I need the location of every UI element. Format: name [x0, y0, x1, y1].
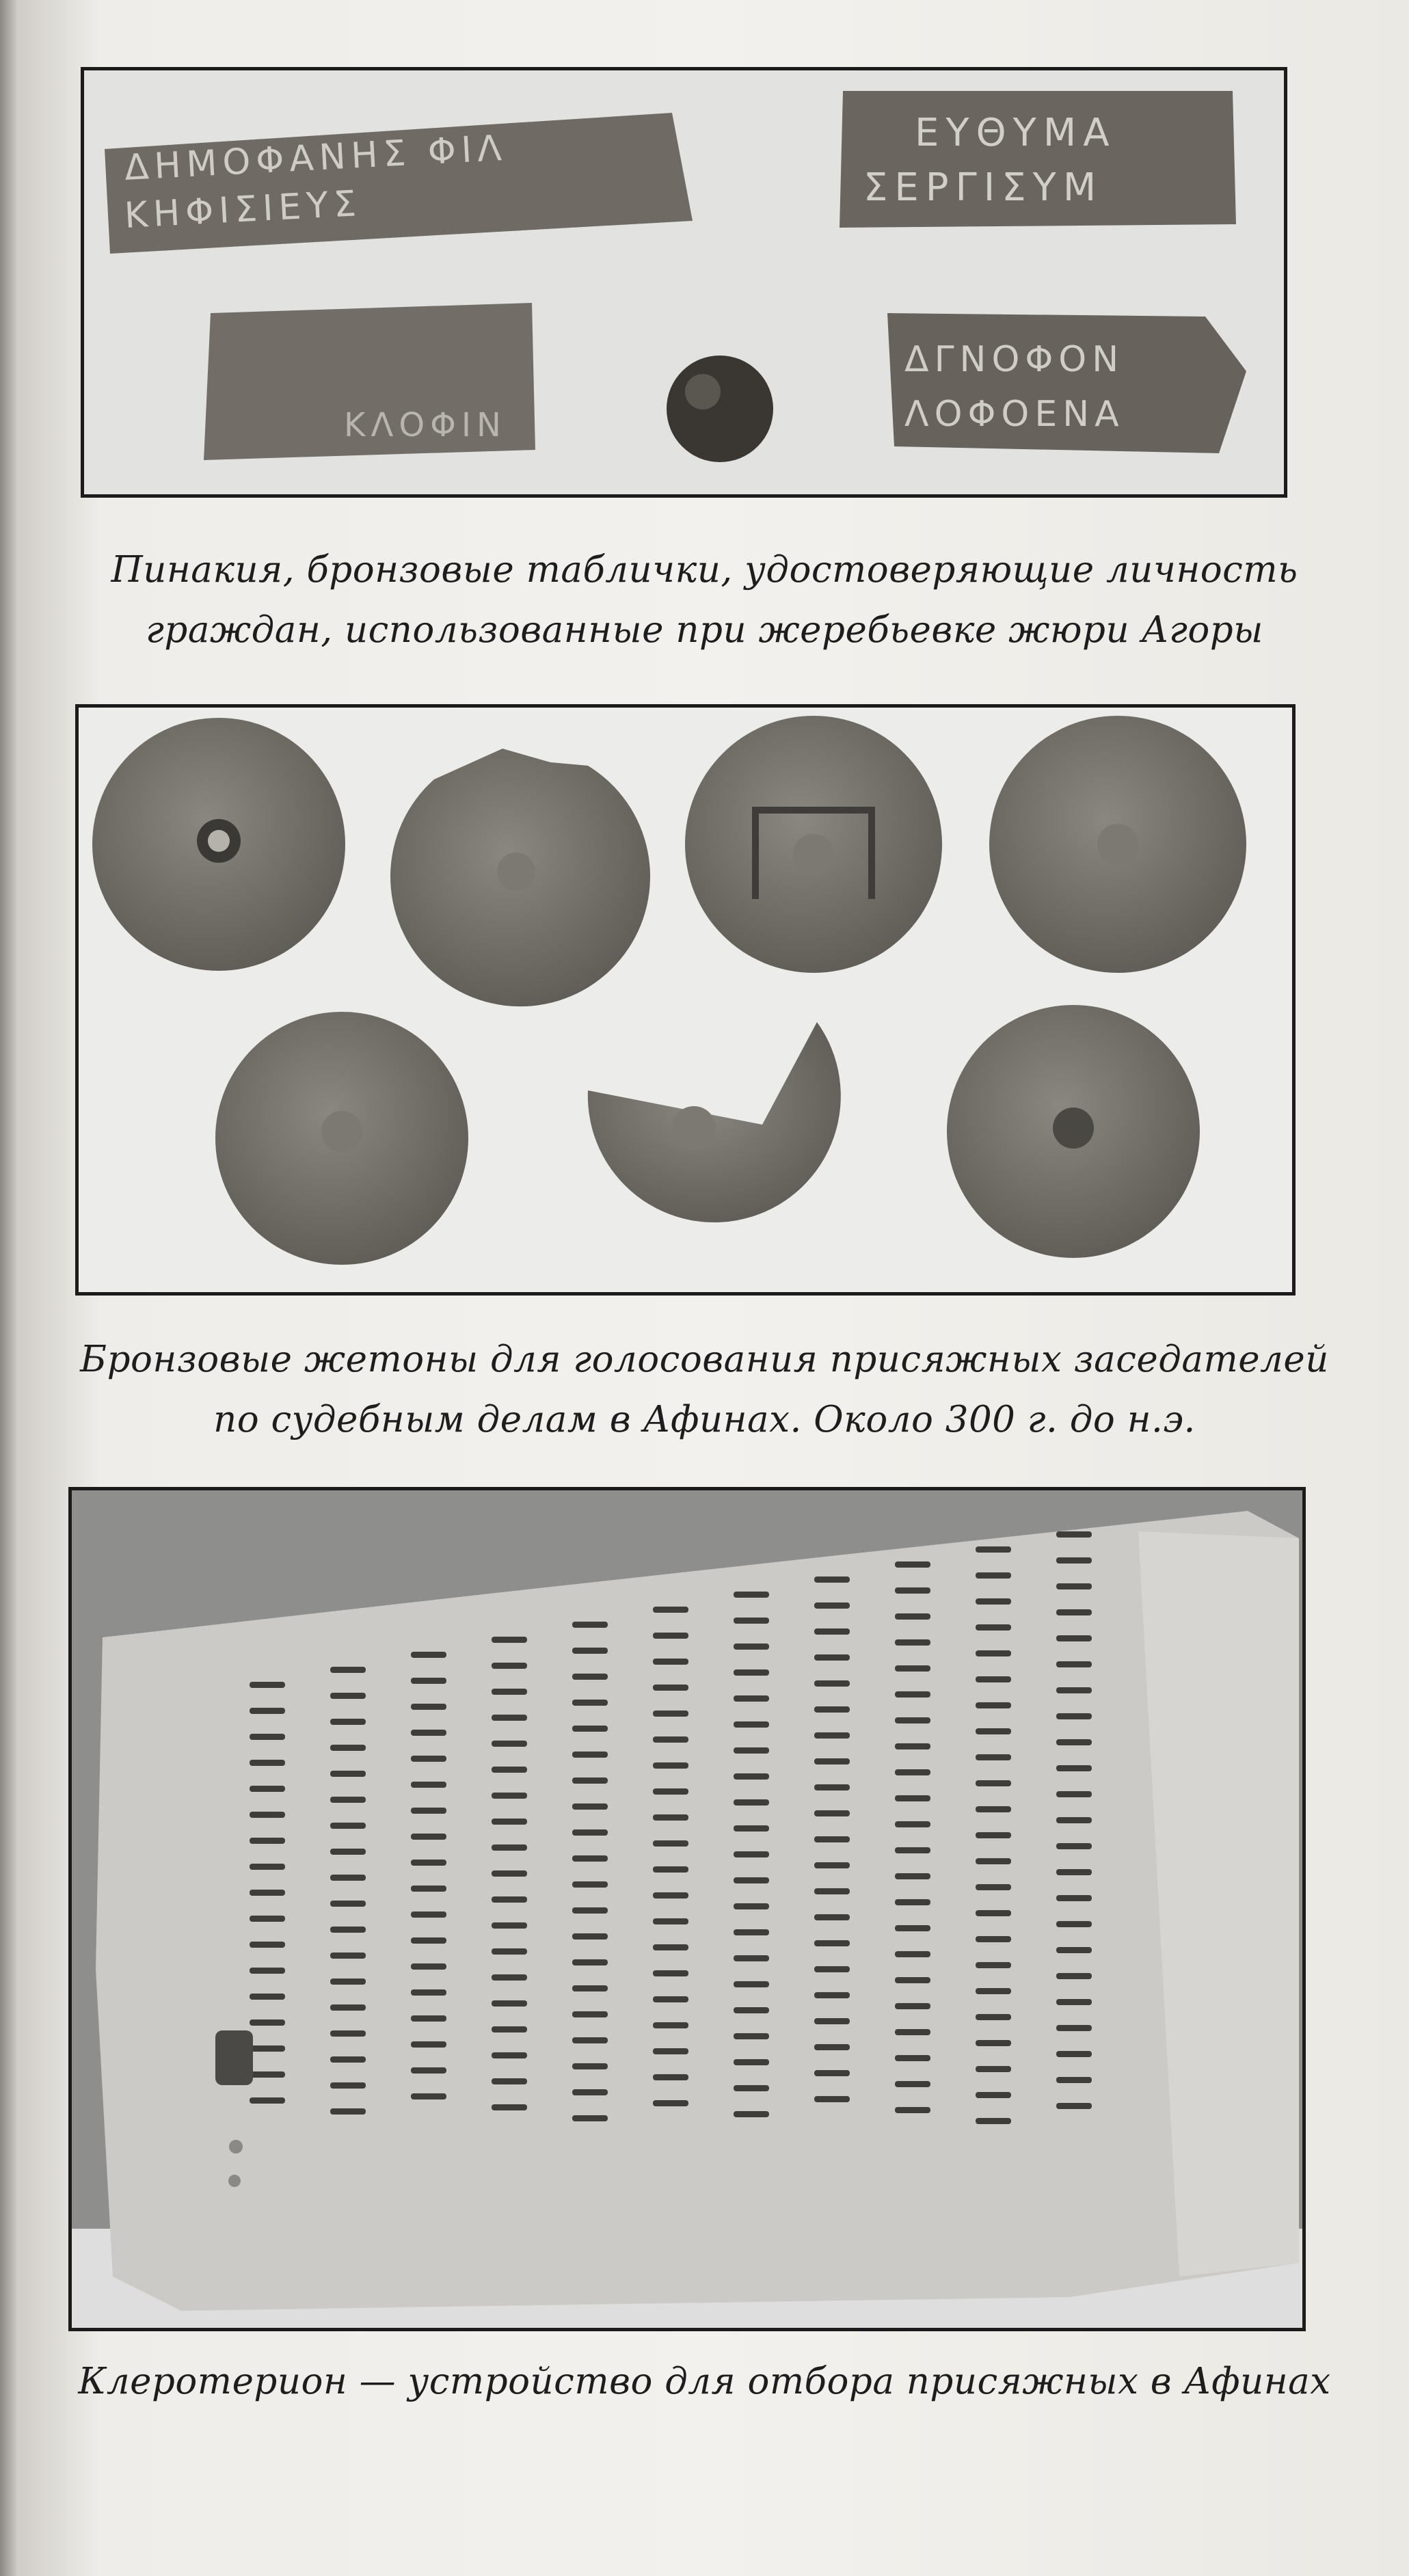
kleroterion-slot — [492, 1767, 527, 1773]
kleroterion-slot — [976, 1702, 1011, 1708]
kleroterion-slot — [1056, 1739, 1092, 1745]
kleroterion-slot — [411, 2067, 446, 2074]
figure-pinakia-photo — [81, 67, 1287, 498]
kleroterion-slot — [976, 1780, 1011, 1786]
kleroterion-slot — [572, 1985, 608, 1991]
tablet-inscription-1b: ΚΗΦΙΣΙΕΥΣ — [123, 183, 363, 237]
bronze-ball — [667, 355, 773, 462]
kleroterion-slot — [895, 2029, 930, 2035]
kleroterion-slot — [734, 1877, 769, 1883]
kleroterion-slot — [895, 1873, 930, 1879]
kleroterion-slot — [572, 2011, 608, 2017]
kleroterion-slot — [330, 1901, 366, 1907]
tablet-inscription-4b: ΛΟΦΟΕΝΑ — [904, 394, 1125, 435]
kleroterion-slot — [492, 1896, 527, 1903]
kleroterion-slot — [895, 2107, 930, 2113]
kleroterion-slot — [250, 1942, 285, 1948]
kleroterion-slot — [734, 1592, 769, 1598]
kleroterion-slot — [572, 1829, 608, 1836]
kleroterion-slot — [250, 1812, 285, 1818]
kleroterion-slot — [492, 2104, 527, 2110]
kleroterion-slot — [492, 1974, 527, 1981]
kleroterion-slot — [734, 1721, 769, 1728]
kleroterion-illustration — [72, 1490, 1302, 2328]
kleroterion-slot — [411, 1886, 446, 1892]
kleroterion-slot — [330, 1693, 366, 1699]
kleroterion-slot — [1056, 1947, 1092, 1953]
voting-tokens-illustration — [79, 708, 1292, 1292]
kleroterion-slot — [572, 1726, 608, 1732]
kleroterion-slot — [411, 2041, 446, 2048]
kleroterion-slot — [653, 1840, 688, 1847]
kleroterion-slot — [572, 2037, 608, 2043]
kleroterion-slot — [330, 2108, 366, 2115]
kleroterion-slot — [814, 2070, 850, 2076]
kleroterion-slot — [814, 1862, 850, 1868]
kleroterion-slot — [1056, 1817, 1092, 1823]
kleroterion-slot — [734, 1903, 769, 1909]
kleroterion-slot — [895, 1639, 930, 1646]
kleroterion-slot — [250, 1786, 285, 1792]
kleroterion-slot — [814, 1577, 850, 1583]
kleroterion-slot — [1056, 1843, 1092, 1849]
kleroterion-slot — [1056, 1531, 1092, 1538]
kleroterion-slot — [572, 1881, 608, 1888]
kleroterion-slot — [895, 1561, 930, 1568]
kleroterion-slot — [492, 2026, 527, 2032]
kleroterion-slot — [653, 2100, 688, 2106]
kleroterion-slot — [411, 1989, 446, 1996]
kleroterion-slot — [250, 1916, 285, 1922]
tablet-inscription-4a: ΔΓΝΟΦΟΝ — [904, 339, 1125, 380]
kleroterion-slot — [330, 2082, 366, 2089]
kleroterion-slot — [976, 1598, 1011, 1605]
figure-kleroterion-photo — [68, 1487, 1306, 2331]
kleroterion-slot — [653, 1762, 688, 1769]
kleroterion-slot — [492, 1637, 527, 1643]
kleroterion-slot — [653, 2022, 688, 2028]
kleroterion-slot — [653, 1918, 688, 1924]
kleroterion-slot — [572, 1907, 608, 1914]
kleroterion-slot — [895, 1899, 930, 1905]
kleroterion-slot — [330, 1875, 366, 1881]
kleroterion-slot — [330, 2056, 366, 2063]
kleroterion-slot — [1056, 1713, 1092, 1719]
kleroterion-slot — [330, 1823, 366, 1829]
kleroterion-slot — [895, 2081, 930, 2087]
kleroterion-slot — [330, 1667, 366, 1673]
kleroterion-slot — [411, 1756, 446, 1762]
kleroterion-slot — [653, 1710, 688, 1717]
kleroterion-slot — [572, 1777, 608, 1784]
kleroterion-slot — [492, 1819, 527, 1825]
kleroterion-slot — [492, 2052, 527, 2058]
kleroterion-slot — [572, 1933, 608, 1940]
kleroterion-slot — [895, 1691, 930, 1698]
kleroterion-slot — [734, 1955, 769, 1961]
kleroterion-slot — [814, 2018, 850, 2024]
kleroterion-slot — [653, 1736, 688, 1743]
kleroterion-slot — [572, 1803, 608, 1810]
kleroterion-slot — [653, 1633, 688, 1639]
kleroterion-slot — [330, 1953, 366, 1959]
kleroterion-slot — [814, 1914, 850, 1920]
kleroterion-slot — [411, 1963, 446, 1970]
caption-voting-tokens — [0, 1330, 1409, 1450]
kleroterion-slot — [814, 1966, 850, 1972]
kleroterion-slot — [492, 1870, 527, 1877]
kleroterion-slot — [572, 1674, 608, 1680]
kleroterion-slot — [895, 1743, 930, 1749]
kleroterion-slot — [734, 1643, 769, 1650]
kleroterion-slot — [330, 2004, 366, 2011]
kleroterion-slot — [734, 1851, 769, 1857]
kleroterion-slot — [411, 1937, 446, 1944]
kleroterion-slot — [976, 1806, 1011, 1812]
kleroterion-slot — [1056, 1921, 1092, 1927]
kleroterion-slot — [734, 1747, 769, 1754]
kleroterion-slot — [492, 2000, 527, 2007]
kleroterion-slot — [1056, 1687, 1092, 1693]
kleroterion-slot — [814, 1732, 850, 1739]
kleroterion-slot — [330, 2030, 366, 2037]
kleroterion-slot — [250, 1968, 285, 1974]
kleroterion-slot — [330, 1771, 366, 1777]
kleroterion-slot — [250, 2020, 285, 2026]
kleroterion-slot — [976, 1676, 1011, 1682]
kleroterion-slot — [895, 1613, 930, 1620]
kleroterion-slot — [250, 1890, 285, 1896]
kleroterion-slot — [895, 1847, 930, 1853]
kleroterion-slot — [976, 2092, 1011, 2098]
kleroterion-slot — [976, 2118, 1011, 2124]
kleroterion-slot — [572, 1855, 608, 1862]
kleroterion-slot — [976, 1624, 1011, 1631]
kleroterion-slot — [250, 2045, 285, 2052]
kleroterion-slot — [330, 1745, 366, 1751]
kleroterion-stone-slab — [96, 1511, 1299, 2311]
kleroterion-slot — [330, 1927, 366, 1933]
kleroterion-slot — [492, 1741, 527, 1747]
kleroterion-slot — [411, 1652, 446, 1658]
kleroterion-slot — [976, 1832, 1011, 1838]
kleroterion-slot — [895, 1925, 930, 1931]
tablet-inscription-2b: ΣΕΡΓΙΣΥΜ — [863, 165, 1103, 210]
kleroterion-slot — [976, 1988, 1011, 1994]
kleroterion-slot — [976, 1572, 1011, 1579]
kleroterion-slot — [653, 1685, 688, 1691]
kleroterion-slot — [976, 1546, 1011, 1553]
kleroterion-slot — [653, 1866, 688, 1873]
kleroterion-slot — [1056, 1791, 1092, 1797]
kleroterion-slot — [250, 2097, 285, 2104]
kleroterion-slot — [895, 2003, 930, 2009]
caption-pinakia-line-2: граждан, использованные при жеребьевке жюри Агоры — [146, 609, 1263, 651]
kleroterion-slot — [814, 2044, 850, 2050]
kleroterion-slot — [572, 2089, 608, 2095]
kleroterion-slot — [250, 1838, 285, 1844]
kleroterion-slot — [976, 1650, 1011, 1656]
kleroterion-slot — [976, 2066, 1011, 2072]
kleroterion-slot — [895, 1821, 930, 1827]
kleroterion-slot — [653, 1659, 688, 1665]
kleroterion-slot — [734, 2007, 769, 2013]
kleroterion-slot — [814, 1680, 850, 1687]
caption-pinakia — [0, 540, 1409, 660]
kleroterion-slot — [572, 2115, 608, 2121]
kleroterion-slot — [734, 1695, 769, 1702]
kleroterion-slot — [814, 1810, 850, 1816]
kleroterion-slot — [572, 1622, 608, 1628]
kleroterion-slot — [734, 2085, 769, 2091]
kleroterion-slot — [250, 2071, 285, 2078]
kleroterion-slot — [814, 1784, 850, 1790]
kleroterion-slot — [976, 1962, 1011, 1968]
kleroterion-slot — [330, 1797, 366, 1803]
pinakia-illustration — [84, 70, 1284, 494]
kleroterion-slot — [653, 1814, 688, 1821]
caption-tokens-line-1: Бронзовые жетоны для голосования присяжных заседателей — [80, 1339, 1329, 1380]
figure-voting-tokens-photo — [75, 704, 1296, 1296]
book-spine-shadow — [0, 0, 16, 2576]
kleroterion-slot — [411, 1678, 446, 1684]
kleroterion-slot — [1056, 2077, 1092, 2083]
kleroterion-slot — [492, 1689, 527, 1695]
kleroterion-slot — [653, 1607, 688, 1613]
kleroterion-slot — [895, 1717, 930, 1723]
kleroterion-slot — [734, 1929, 769, 1935]
kleroterion-slot — [1056, 2025, 1092, 2031]
caption-kleroterion — [0, 2352, 1409, 2412]
kleroterion-slot — [330, 1719, 366, 1725]
kleroterion-slot — [411, 1808, 446, 1814]
kleroterion-slot — [492, 2078, 527, 2084]
kleroterion-slot — [1056, 1557, 1092, 1564]
kleroterion-slot — [976, 1884, 1011, 1890]
caption-kleroterion-line-1: Клеротерион — устройство для отбора присяжных в Афинах — [78, 2361, 1331, 2402]
caption-tokens-line-2: по судебным делам в Афинах. Около 300 г. до н.э. — [213, 1399, 1196, 1440]
kleroterion-slot — [976, 2040, 1011, 2046]
kleroterion-slot — [814, 1992, 850, 1998]
kleroterion-slot — [1056, 2103, 1092, 2109]
kleroterion-slot — [895, 1951, 930, 1957]
kleroterion-slot — [411, 1860, 446, 1866]
kleroterion-slot — [734, 1981, 769, 1987]
kleroterion-slot — [1056, 1609, 1092, 1615]
kleroterion-slot — [330, 1849, 366, 1855]
kleroterion-slot — [572, 1752, 608, 1758]
kleroterion-slot — [411, 1911, 446, 1918]
kleroterion-slot — [895, 1665, 930, 1672]
kleroterion-slot — [330, 1978, 366, 1985]
kleroterion-slot — [492, 1948, 527, 1955]
kleroterion-slot — [492, 1793, 527, 1799]
kleroterion-slot — [492, 1922, 527, 1929]
kleroterion-slot — [976, 1858, 1011, 1864]
kleroterion-slot — [572, 1648, 608, 1654]
kleroterion-slot — [814, 1836, 850, 1842]
tablet-inscription-3: ΚΛΟΦΙΝ — [344, 406, 507, 444]
kleroterion-slot — [411, 2015, 446, 2022]
kleroterion-slot — [734, 2059, 769, 2065]
kleroterion-slot — [653, 2074, 688, 2080]
kleroterion-slot — [250, 1760, 285, 1766]
tablet-inscription-2a: ΕΥΘΥΜΑ — [915, 111, 1116, 155]
kleroterion-slot — [976, 2014, 1011, 2020]
kleroterion-slot — [250, 1864, 285, 1870]
kleroterion-slot — [814, 1654, 850, 1661]
kleroterion-slot — [895, 1795, 930, 1801]
tablet-inscription-1a: ΔΗΜΟΦΑΝΗΣ ΦΙΛ — [123, 127, 509, 189]
kleroterion-slot — [653, 1788, 688, 1795]
kleroterion-slot — [572, 2063, 608, 2069]
kleroterion-slot — [1056, 1635, 1092, 1641]
kleroterion-slot — [734, 1799, 769, 1806]
kleroterion-slot — [411, 1782, 446, 1788]
kleroterion-slot — [814, 1940, 850, 1946]
kleroterion-slot — [653, 1996, 688, 2002]
kleroterion-slot — [814, 1758, 850, 1765]
kleroterion-slot — [814, 1706, 850, 1713]
kleroterion-slot — [895, 1977, 930, 1983]
kleroterion-slot — [976, 1754, 1011, 1760]
kleroterion-slot — [734, 2111, 769, 2117]
kleroterion-slot — [814, 1888, 850, 1894]
kleroterion-slot — [411, 1834, 446, 1840]
kleroterion-slot — [653, 1892, 688, 1899]
kleroterion-slot — [572, 1959, 608, 1965]
kleroterion-slot — [250, 1994, 285, 2000]
kleroterion-slot — [976, 1936, 1011, 1942]
kleroterion-slot — [734, 1825, 769, 1832]
kleroterion-slot — [411, 1704, 446, 1710]
kleroterion-slot — [653, 1970, 688, 1976]
kleroterion-slot — [1056, 1999, 1092, 2005]
kleroterion-slot — [895, 2055, 930, 2061]
kleroterion-slot — [976, 1728, 1011, 1734]
kleroterion-slot — [653, 2048, 688, 2054]
kleroterion-slot — [1056, 1973, 1092, 1979]
kleroterion-slot — [734, 1669, 769, 1676]
kleroterion-slot — [1056, 1869, 1092, 1875]
kleroterion-slot — [653, 1944, 688, 1950]
kleroterion-slot — [1056, 1765, 1092, 1771]
kleroterion-slot — [492, 1715, 527, 1721]
kleroterion-slot — [814, 1602, 850, 1609]
kleroterion-slot — [1056, 2051, 1092, 2057]
kleroterion-slot — [1056, 1661, 1092, 1667]
kleroterion-slot — [250, 1708, 285, 1714]
kleroterion-slot — [250, 1682, 285, 1688]
kleroterion-slot — [814, 1628, 850, 1635]
kleroterion-slot — [814, 2096, 850, 2102]
kleroterion-slot — [976, 1910, 1011, 1916]
kleroterion-slot — [1056, 1583, 1092, 1589]
kleroterion-slot — [411, 1730, 446, 1736]
caption-pinakia-line-1: Пинакия, бронзовые таблички, удостоверяющие личность — [111, 549, 1298, 591]
kleroterion-side-hole — [215, 2030, 253, 2085]
kleroterion-slot — [734, 1618, 769, 1624]
kleroterion-slot — [492, 1844, 527, 1851]
kleroterion-slot — [492, 1663, 527, 1669]
kleroterion-slot — [250, 1734, 285, 1740]
kleroterion-slot — [411, 2093, 446, 2099]
kleroterion-slot — [895, 1769, 930, 1775]
kleroterion-slot — [734, 1773, 769, 1780]
kleroterion-slot — [1056, 1895, 1092, 1901]
kleroterion-slot — [734, 2033, 769, 2039]
kleroterion-slot — [572, 1700, 608, 1706]
kleroterion-slot — [895, 1587, 930, 1594]
